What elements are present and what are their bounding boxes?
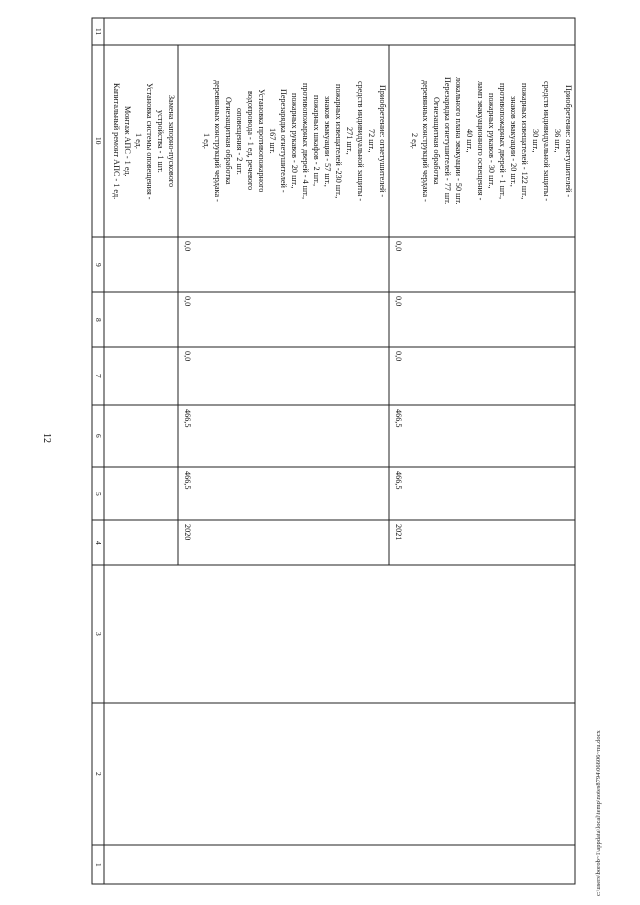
text-line: 36 шт., <box>553 129 562 153</box>
row-2021-col9: 0,0 <box>394 241 403 252</box>
col-number-8: 8 <box>94 317 103 322</box>
row-2020-col9: 0,0 <box>183 241 192 252</box>
col-number-4: 4 <box>94 540 103 545</box>
text-line: Перезарядка огнетушителей - 77 шт. <box>443 77 452 205</box>
page-number: 12 <box>41 433 52 443</box>
text-line: пожарных рукавов - 20 шт., <box>290 93 299 189</box>
text-line: 1 ед. <box>202 133 211 149</box>
col-number-7: 7 <box>94 374 103 378</box>
text-line: Установка системы оповещения - <box>145 82 154 200</box>
text-line: водопровода - 1 ед, речевого <box>246 91 255 191</box>
row-2021-year: 2021 <box>394 524 403 541</box>
row-2021-col5: 466,5 <box>394 471 403 490</box>
text-line: знаков эвакуации - 20 шт., <box>509 95 518 187</box>
text-line: локального плана эвакуации - 50 шт. <box>454 77 463 205</box>
text-line: 30 шт., <box>531 129 540 153</box>
text-line: противопожарных дверей - 4 шт., <box>301 82 310 200</box>
text-line: устройства - 1 шт. <box>156 109 165 173</box>
footer-file-path: c:\users\borob~1\appdata\local\temp\notes8794\06606~nu.docx <box>595 730 602 896</box>
row-2020-measures <box>178 45 389 237</box>
text-line: оповещения - 2 шт. <box>235 107 244 175</box>
row-2020-col5: 466,5 <box>183 471 192 490</box>
row-2020-col6: 466,5 <box>183 409 192 428</box>
row-2020-col8: 0,0 <box>183 296 192 307</box>
col-number-11: 11 <box>94 27 103 36</box>
text-line: 167 шт. <box>268 128 277 154</box>
text-line: Огнезащитная обработка <box>224 97 233 185</box>
text-line: Замена запорно-пускового <box>167 94 176 188</box>
text-line: Капитальный ремонт АПС - 1 ед. <box>112 82 121 200</box>
text-line: 271 шт., <box>345 127 354 155</box>
text-line: пожарных извещателей - 122 шт., <box>520 82 529 200</box>
col-number-9: 9 <box>94 262 103 267</box>
row-2021-col8: 0,0 <box>394 296 403 307</box>
text-line: противопожарных дверей - 1 шт., <box>498 82 507 200</box>
text-line: пожарных извещателей -230 шт., <box>334 83 343 199</box>
row-2021-col7: 0,0 <box>394 351 403 362</box>
text-line: ламп эвакуационного освещения - <box>476 81 485 201</box>
col-number-2: 2 <box>94 772 103 776</box>
prev-row-measures <box>104 45 178 237</box>
text-line: деревянных конструкций чердака - <box>421 80 430 202</box>
text-line: пожарных шкафов - 2 шт., <box>312 95 321 187</box>
text-line: 2 ед. <box>410 133 419 149</box>
text-line: Перезарядка огнетушителей - <box>279 89 288 193</box>
text-line: 40 шт., <box>465 129 474 153</box>
row-2020-year: 2020 <box>183 524 192 541</box>
col-number-1: 1 <box>94 862 103 867</box>
text-line: средств индивидуальной защиты - <box>542 80 551 202</box>
col-number-6: 6 <box>94 434 103 438</box>
text-line: Монтаж АПС - 1 ед. <box>123 105 132 177</box>
text-line: Приобретение: огнетушителей - <box>564 84 573 198</box>
text-line: Установка противопожарного <box>257 89 266 193</box>
col-number-5: 5 <box>94 491 103 496</box>
text-line: 72 шт., <box>367 129 376 153</box>
row-2020-col7: 0,0 <box>183 351 192 362</box>
col-number-10: 10 <box>94 137 103 145</box>
row-2021-measures <box>389 45 575 237</box>
text-line: пожарных рукавов - 30 шт., <box>487 93 496 189</box>
text-line: Огнезащитная обработка <box>432 97 441 185</box>
text-line: средств индивидуальной защиты - <box>356 80 365 202</box>
text-line: 1 ед. <box>134 133 143 149</box>
text-line: знаков эвакуации - 57 шт., <box>323 95 332 187</box>
text-line: деревянных конструкций чердака - <box>213 80 222 202</box>
row-2021-col6: 466,5 <box>394 409 403 428</box>
col-number-3: 3 <box>94 632 103 636</box>
text-line: Приобретение: огнетушителей - <box>378 84 387 198</box>
